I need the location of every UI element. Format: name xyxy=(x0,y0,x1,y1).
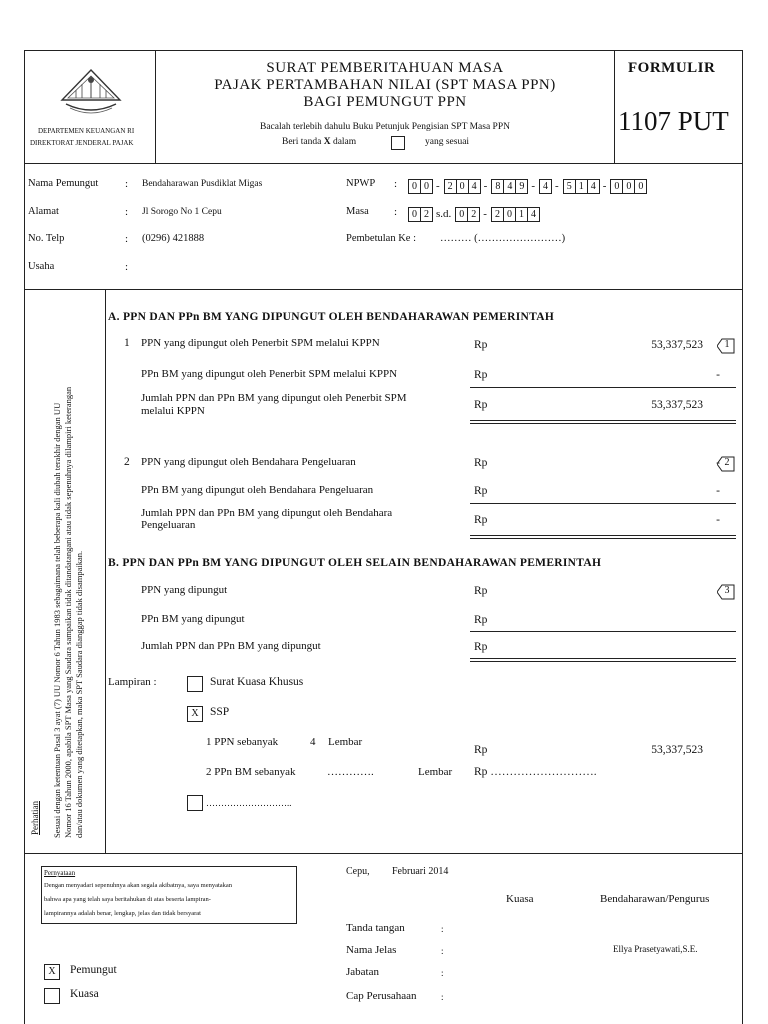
b-row2-label: PPn BM yang dipungut xyxy=(141,613,245,625)
a-row6-label-a: Jumlah PPN dan PPn BM yang dipungut oleh Bendahara xyxy=(141,507,393,519)
digit-separator: s.d. xyxy=(436,208,452,221)
colon: : xyxy=(441,924,444,934)
a-row2-underline xyxy=(470,387,736,388)
sk-checkbox[interactable] xyxy=(187,676,203,692)
b-row3-total-line xyxy=(470,658,736,662)
mark-instruction xyxy=(282,137,356,147)
digit-box[interactable]: 1 xyxy=(575,179,588,194)
sign-bendahara: Bendaharawan/Pengurus xyxy=(600,893,710,905)
usaha-label: Usaha xyxy=(28,261,55,272)
frame-top xyxy=(24,50,743,51)
ssp-label: SSP xyxy=(210,706,230,718)
a-row1-tag xyxy=(717,338,733,352)
digit-box[interactable]: 0 xyxy=(408,179,421,194)
npwp-group xyxy=(539,177,551,195)
digit-box[interactable]: 0 xyxy=(420,179,433,194)
pernyataan-line2: bahwa apa yang telah saya beritahukan di atas beserta lampiran- xyxy=(44,896,211,903)
telp-label: No. Telp xyxy=(28,233,65,244)
digit-box[interactable]: 4 xyxy=(527,207,540,222)
nama-value: Bendaharawan Pusdiklat Migas xyxy=(142,179,263,189)
digit-separator: - xyxy=(602,180,607,193)
colon: : xyxy=(394,178,398,190)
a-row4-rp: Rp xyxy=(474,457,488,469)
sign-kuasa: Kuasa xyxy=(506,893,534,905)
a-row5-label: PPn BM yang dipungut oleh Bendahara Pengeluaran xyxy=(141,484,374,496)
formulir-code: 1107 PUT xyxy=(618,106,729,136)
b-row1-label: PPN yang dipungut xyxy=(141,584,228,596)
other-dots: ……………………….. xyxy=(206,798,292,808)
a-row4-tag xyxy=(717,456,733,470)
digit-box[interactable]: 1 xyxy=(515,207,528,222)
lamp-item1-value: 53,337,523 xyxy=(651,744,703,756)
telp-value: (0296) 421888 xyxy=(142,233,205,244)
a-row4-tag-text: 2 xyxy=(724,457,730,468)
a-row1-value: 53,337,523 xyxy=(651,339,703,351)
a-row2-value: - xyxy=(716,369,720,381)
lamp-item2-rp: Rp ………………………. xyxy=(474,766,597,778)
masa-year xyxy=(491,205,539,223)
a-row5-rp: Rp xyxy=(474,485,488,497)
pemungut-checkbox[interactable]: X xyxy=(44,964,60,980)
lampiran-label: Lampiran : xyxy=(108,676,157,688)
colon: : xyxy=(125,206,129,218)
perhatian-text2: Nomor 16 Tahun 2000, apabila SPT Masa yang Saudara sampaikan tidak ditandatangani atau tidak sepenuhnya dilampiri keterangan xyxy=(63,386,73,838)
sign-date: Februari 2014 xyxy=(392,866,449,877)
b-row2-underline xyxy=(470,631,736,632)
colon: : xyxy=(394,206,398,218)
formulir-label: FORMULIR xyxy=(628,60,716,76)
masa-from xyxy=(408,205,432,223)
perhatian-text3: dan/atau dokumen yang ditetapkan, maka SPT Saudara dianggap tidak disampaikan. xyxy=(74,550,84,838)
masa-label: Masa xyxy=(346,206,369,217)
b-row1-rp: Rp xyxy=(474,585,488,597)
masa-to xyxy=(455,205,479,223)
digit-box[interactable]: 4 xyxy=(468,179,481,194)
colon: : xyxy=(441,968,444,978)
npwp-group xyxy=(491,177,527,195)
lamp-item1-count: 4 xyxy=(310,736,316,748)
digit-box[interactable]: 5 xyxy=(563,179,576,194)
npwp-group xyxy=(408,177,432,195)
digit-box[interactable]: 4 xyxy=(587,179,600,194)
b-row1-tag xyxy=(717,584,733,598)
lamp-item1-unit: Lembar xyxy=(328,736,363,748)
digit-separator: - xyxy=(436,180,440,193)
digit-box[interactable]: 4 xyxy=(503,179,516,194)
lamp-item2: 2 PPn BM sebanyak xyxy=(206,766,296,778)
pernyataan-line3: lampirannya adalah benar, lengkap, jelas dan tidak bersyarat xyxy=(44,910,201,917)
a-row3-label-b: melalui KPPN xyxy=(141,405,205,417)
pemungut-label: Pemungut xyxy=(70,964,117,976)
a-row3-label-a: Jumlah PPN dan PPn BM yang dipungut oleh Penerbit SPM xyxy=(141,392,407,404)
title-line2: PAJAK PERTAMBAHAN NILAI (SPT MASA PPN) xyxy=(214,77,556,93)
dept-line2: DIREKTORAT JENDERAL PAJAK xyxy=(30,139,134,147)
digit-box[interactable]: 8 xyxy=(491,179,504,194)
a-row4-no: 2 xyxy=(124,456,130,468)
alamat-value: Jl Sorogo No 1 Cepu xyxy=(142,207,222,217)
digit-box[interactable]: 0 xyxy=(610,179,623,194)
digit-separator: - xyxy=(483,180,488,193)
npwp-group xyxy=(610,177,646,195)
title-line3: BAGI PEMUNGUT PPN xyxy=(303,94,467,110)
pembetulan-label: Pembetulan Ke : xyxy=(346,233,416,244)
colon: : xyxy=(441,946,444,956)
instruction-text: Bacalah terlebih dahulu Buku Petunjuk Pengisian SPT Masa PPN xyxy=(260,122,510,132)
colon: : xyxy=(125,261,129,273)
kuasa-checkbox[interactable] xyxy=(44,988,60,1004)
lamp-item2-unit: Lembar xyxy=(418,766,453,778)
identity-bottom xyxy=(24,289,743,290)
title-line1: SURAT PEMBERITAHUAN MASA xyxy=(266,60,504,76)
colon: : xyxy=(441,992,444,1002)
lamp-item1-rp: Rp xyxy=(474,744,488,756)
nama-label: Nama Pemungut xyxy=(28,178,99,189)
frame-left xyxy=(24,50,25,1024)
a-row6-total-line xyxy=(470,535,736,539)
b-row3-rp: Rp xyxy=(474,641,488,653)
a-row5-underline xyxy=(470,503,736,504)
digit-box[interactable]: 0 xyxy=(622,179,635,194)
header-sep-right xyxy=(614,50,615,163)
digit-box[interactable]: 9 xyxy=(515,179,528,194)
a-row1-rp: Rp xyxy=(474,339,488,351)
tanda-tangan-label: Tanda tangan xyxy=(346,922,405,934)
digit-box[interactable]: 2 xyxy=(444,179,457,194)
digit-separator: - xyxy=(483,208,487,221)
digit-box[interactable]: 2 xyxy=(491,207,504,222)
header-bottom xyxy=(24,163,743,164)
body-bottom xyxy=(24,853,743,854)
section-b-heading: B. PPN DAN PPn BM YANG DIPUNGUT OLEH SELAIN BENDAHARAWAN PEMERINTAH xyxy=(108,557,602,569)
cap-label: Cap Perusahaan xyxy=(346,990,417,1002)
digit-box[interactable]: 0 xyxy=(408,207,421,222)
a-row2-rp: Rp xyxy=(474,369,488,381)
a-row3-value: 53,337,523 xyxy=(651,399,703,411)
jabatan-label: Jabatan xyxy=(346,966,379,978)
digit-box[interactable]: 2 xyxy=(467,207,480,222)
digit-box[interactable]: 0 xyxy=(634,179,647,194)
a-row4-value: - xyxy=(716,457,720,469)
npwp-group xyxy=(444,177,480,195)
frame-right xyxy=(742,50,743,1024)
a-row3-rp: Rp xyxy=(474,399,488,411)
digit-separator: - xyxy=(531,180,536,193)
mark-sample-box xyxy=(391,136,405,150)
b-row1-tag-text: 3 xyxy=(724,585,730,596)
mark-mid: dalam xyxy=(332,137,357,147)
lamp-item2-dots: …………. xyxy=(327,766,374,778)
nama-jelas-value: Ellya Prasetyawati,S.E. xyxy=(613,944,698,954)
digit-box[interactable]: 2 xyxy=(420,207,433,222)
a-row6-rp: Rp xyxy=(474,514,488,526)
npwp-digit-boxes xyxy=(408,177,646,195)
a-row1-no: 1 xyxy=(124,337,130,349)
perhatian-label: Perhatian xyxy=(30,801,40,835)
colon: : xyxy=(125,178,129,190)
b-row3-label: Jumlah PPN dan PPn BM yang dipungut xyxy=(141,640,321,652)
mark-post: yang sesuai xyxy=(425,137,470,147)
sk-label: Surat Kuasa Khusus xyxy=(210,676,304,688)
dept-line1: DEPARTEMEN KEUANGAN RI xyxy=(38,127,135,135)
a-row4-label: PPN yang dipungut oleh Bendahara Pengeluaran xyxy=(141,456,356,468)
mark-pre: Beri tanda xyxy=(282,137,322,147)
sign-place: Cepu, xyxy=(346,866,370,877)
mark-x: X xyxy=(323,137,331,147)
pernyataan-line1: Dengan menyadari sepenuhnya akan segala akibatnya, saya menyatakan xyxy=(44,882,233,889)
masa-digit-boxes xyxy=(408,205,539,223)
a-row2-label: PPn BM yang dipungut oleh Penerbit SPM melalui KPPN xyxy=(141,368,398,380)
a-row3-total-line xyxy=(470,420,736,424)
notes-sep xyxy=(105,290,106,853)
digit-separator: - xyxy=(555,180,559,193)
digit-box[interactable]: 4 xyxy=(539,179,552,194)
section-a-heading: A. PPN DAN PPn BM YANG DIPUNGUT OLEH BENDAHARAWAN PEMERINTAH xyxy=(108,311,555,323)
a-row1-tag-text: 1 xyxy=(724,339,730,350)
colon: : xyxy=(125,233,129,245)
npwp-group xyxy=(563,177,599,195)
digit-box[interactable]: 0 xyxy=(455,207,468,222)
b-row2-rp: Rp xyxy=(474,614,488,626)
ministry-logo xyxy=(58,68,124,120)
digit-box[interactable]: 0 xyxy=(503,207,516,222)
alamat-label: Alamat xyxy=(28,206,59,217)
kuasa-label: Kuasa xyxy=(70,988,99,1000)
npwp-label: NPWP xyxy=(346,178,376,189)
ssp-checkbox[interactable]: X xyxy=(187,706,203,722)
pernyataan-label: Pernyataan xyxy=(44,869,76,877)
nama-jelas-label: Nama Jelas xyxy=(346,944,397,956)
perhatian-text1: Sesuai dengan ketentuan Pasal 3 ayat (7) UU Nomor 6 Tahun 1983 sebagaimana telah beberapa kali diubah terakhir dengan UU xyxy=(52,402,62,838)
a-row6-label-b: Pengeluaran xyxy=(141,519,196,531)
pembetulan-value: ……… (……………………) xyxy=(440,233,566,244)
a-row5-value: - xyxy=(716,485,720,497)
digit-box[interactable]: 0 xyxy=(456,179,469,194)
other-checkbox[interactable] xyxy=(187,795,203,811)
a-row6-value: - xyxy=(716,514,720,526)
lamp-item1: 1 PPN sebanyak xyxy=(206,736,279,748)
page-title xyxy=(156,60,614,111)
a-row1-label: PPN yang dipungut oleh Penerbit SPM melalui KPPN xyxy=(141,337,380,349)
